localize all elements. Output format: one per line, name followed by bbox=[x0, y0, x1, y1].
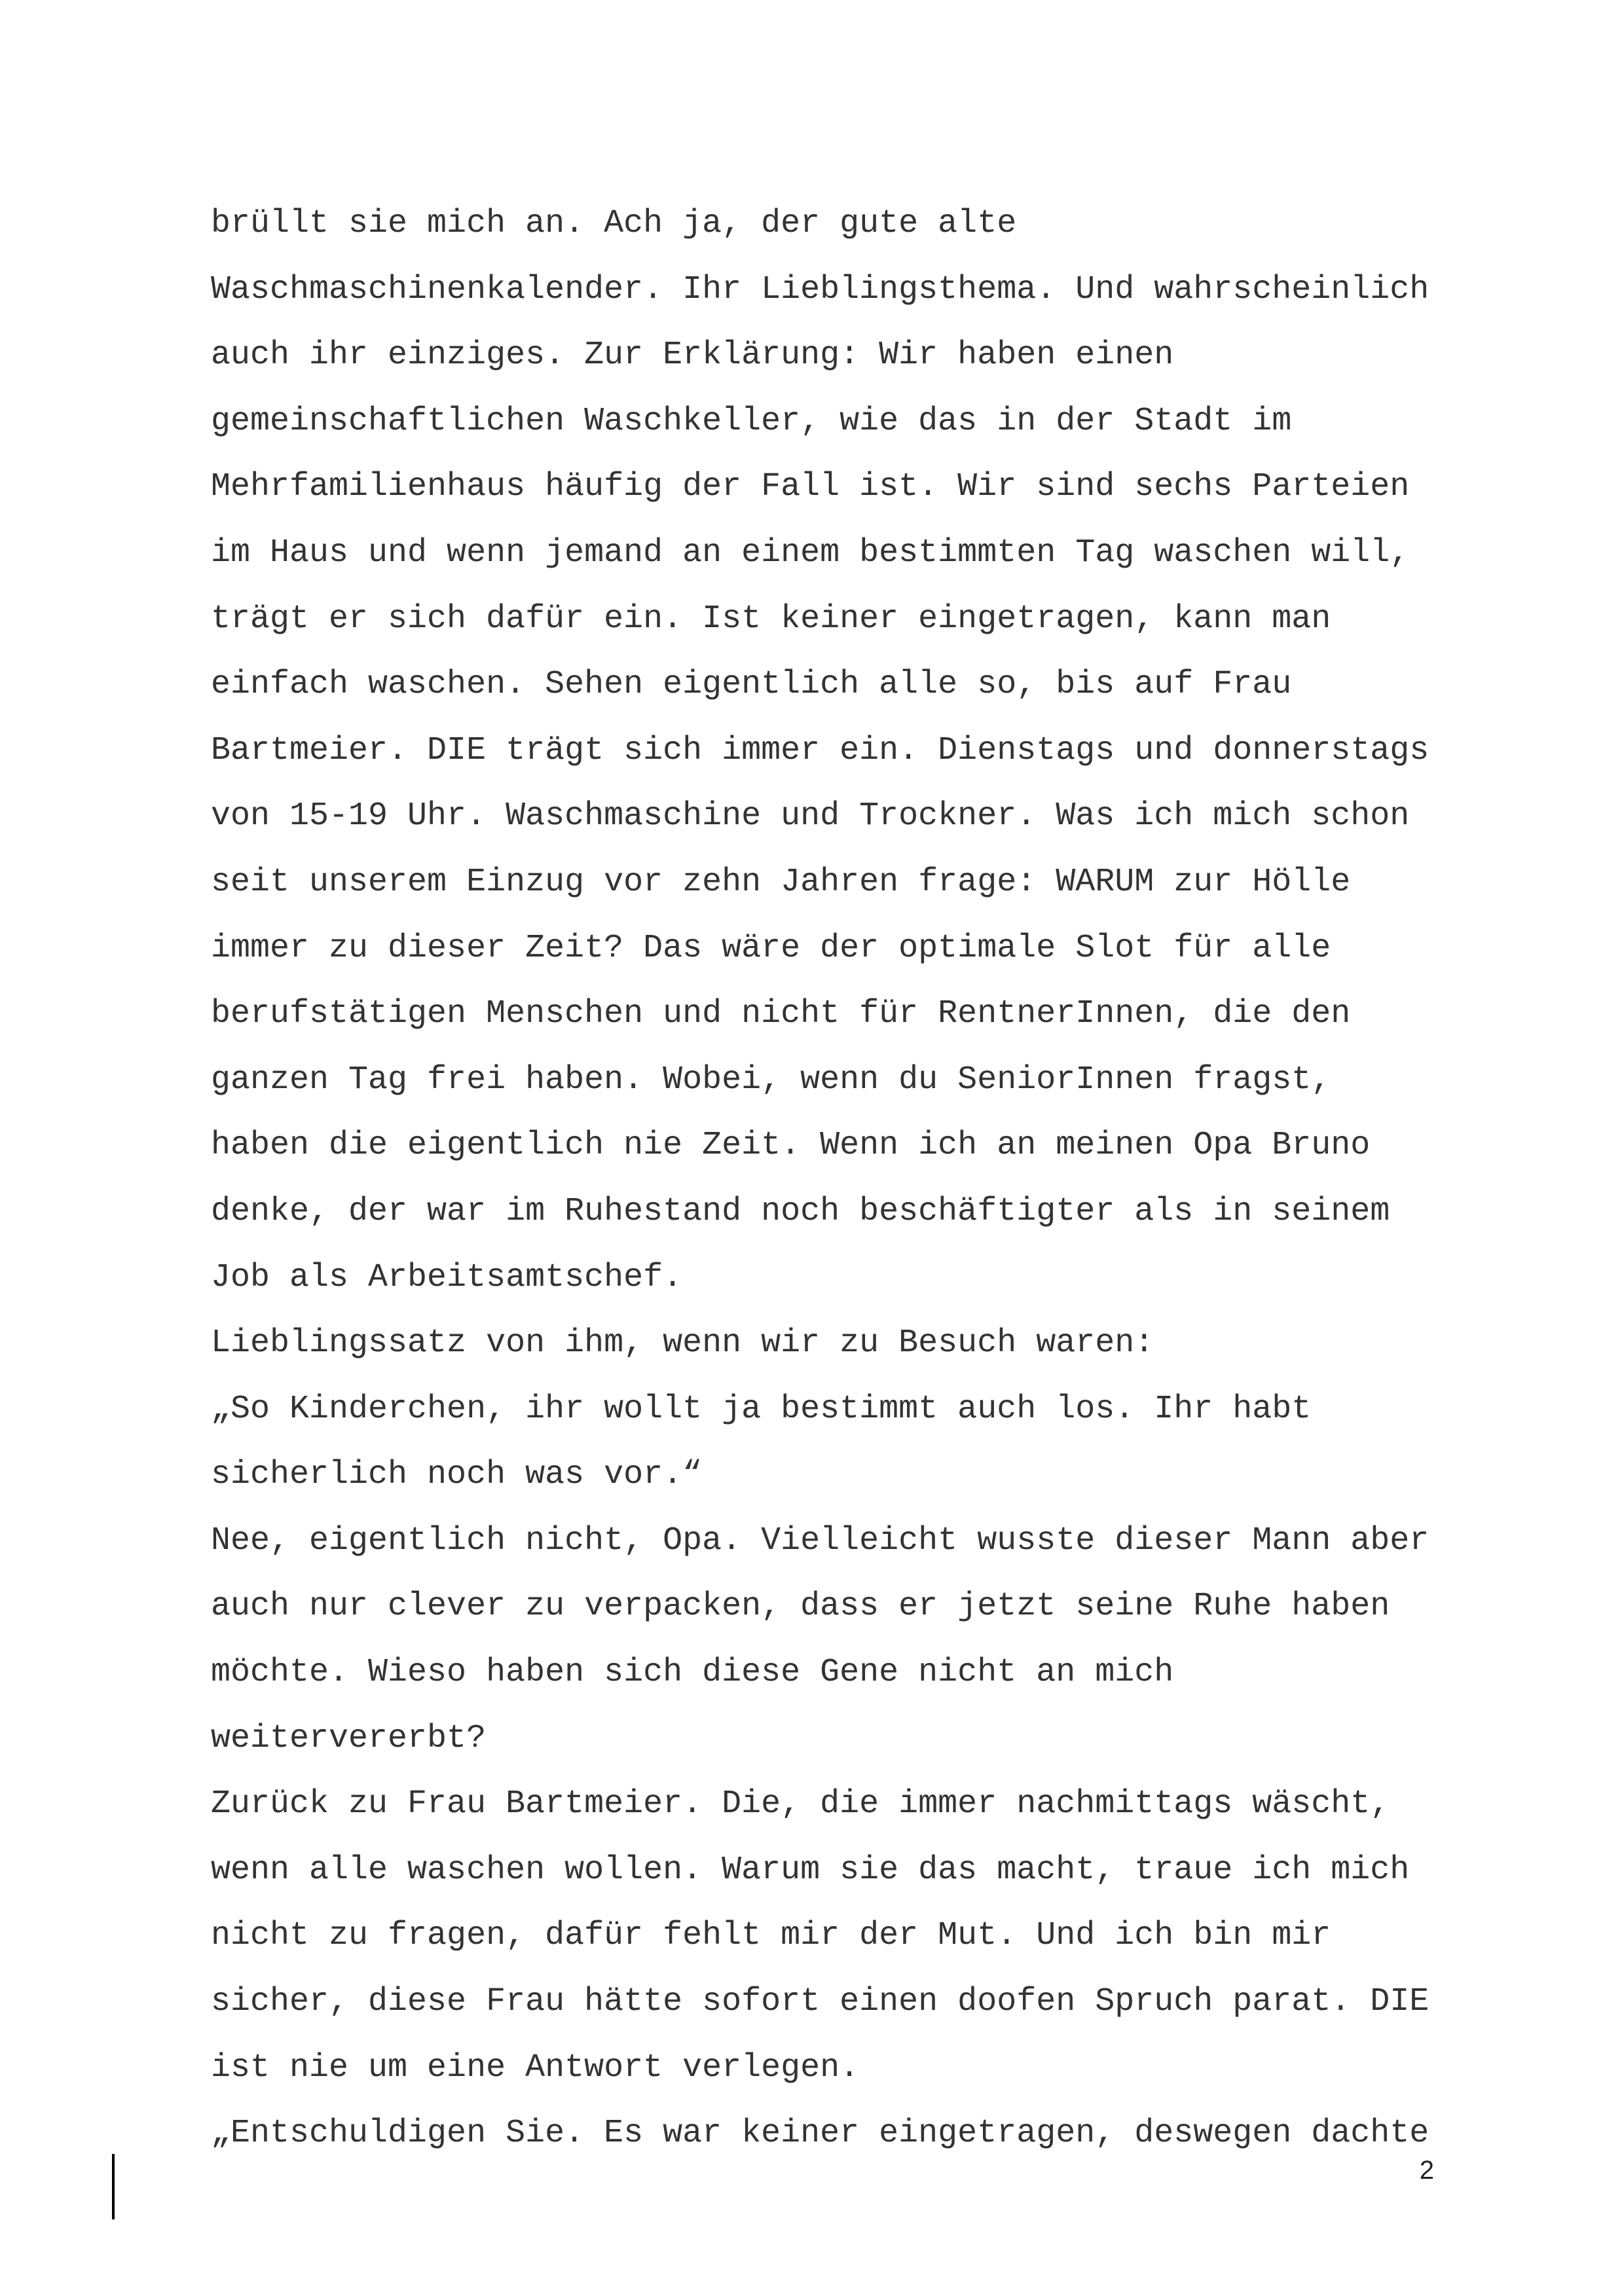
text-line: wenn alle waschen wollen. Warum sie das macht, traue ich mich bbox=[211, 1851, 1410, 1889]
text-line: nicht zu fragen, dafür fehlt mir der Mut. Und ich bin mir bbox=[211, 1917, 1331, 1955]
text-line: weitervererbt? bbox=[211, 1719, 487, 1757]
text-line: möchte. Wieso haben sich diese Gene nicht an mich bbox=[211, 1654, 1174, 1692]
text-line: sicher, diese Frau hätte sofort einen doofen Spruch parat. DIE bbox=[211, 1983, 1430, 2021]
text-line: „So Kinderchen, ihr wollt ja bestimmt auch los. Ihr habt bbox=[211, 1390, 1312, 1428]
text-line: auch ihr einziges. Zur Erklärung: Wir haben einen bbox=[211, 337, 1174, 374]
text-line: auch nur clever zu verpacken, dass er jetzt seine Ruhe haben bbox=[211, 1588, 1390, 1626]
text-line: denke, der war im Ruhestand noch beschäftigter als in seinem bbox=[211, 1192, 1390, 1230]
text-line: gemeinschaftlichen Waschkeller, wie das in der Stadt im bbox=[211, 402, 1292, 440]
text-line: einfach waschen. Sehen eigentlich alle so, bis auf Frau bbox=[211, 666, 1292, 704]
text-line: haben die eigentlich nie Zeit. Wenn ich an meinen Opa Bruno bbox=[211, 1127, 1371, 1165]
text-line: Waschmaschinenkalender. Ihr Lieblingsthema. Und wahrscheinlich bbox=[211, 270, 1430, 308]
text-line: Zurück zu Frau Bartmeier. Die, die immer nachmittags wäscht, bbox=[211, 1785, 1390, 1823]
page-number: 2 bbox=[1419, 2156, 1434, 2185]
text-line: seit unserem Einzug vor zehn Jahren frage: WARUM zur Hölle bbox=[211, 863, 1351, 901]
text-line: sicherlich noch was vor.“ bbox=[211, 1456, 703, 1494]
text-line: Nee, eigentlich nicht, Opa. Vielleicht wusste dieser Mann aber bbox=[211, 1522, 1430, 1559]
text-line: Bartmeier. DIE trägt sich immer ein. Dienstags und donnerstags bbox=[211, 731, 1430, 769]
text-line: ist nie um eine Antwort verlegen. bbox=[211, 2049, 860, 2086]
change-bar bbox=[112, 2154, 115, 2219]
text-line: von 15-19 Uhr. Waschmaschine und Trockner. Was ich mich schon bbox=[211, 797, 1410, 835]
text-line: berufstätigen Menschen und nicht für RentnerInnen, die den bbox=[211, 995, 1351, 1033]
text-line: Job als Arbeitsamtschef. bbox=[211, 1258, 683, 1296]
body-text bbox=[211, 191, 1455, 2167]
text-line: immer zu dieser Zeit? Das wäre der optimale Slot für alle bbox=[211, 929, 1331, 967]
text-line: Lieblingssatz von ihm, wenn wir zu Besuch waren: bbox=[211, 1324, 1154, 1362]
text-line: Mehrfamilienhaus häufig der Fall ist. Wir sind sechs Parteien bbox=[211, 468, 1410, 506]
text-line: „Entschuldigen Sie. Es war keiner eingetragen, deswegen dachte bbox=[211, 2115, 1430, 2153]
text-line: brüllt sie mich an. Ach ja, der gute alte bbox=[211, 205, 1017, 242]
text-line: ganzen Tag frei haben. Wobei, wenn du SeniorInnen fragst, bbox=[211, 1061, 1331, 1099]
text-line: trägt er sich dafür ein. Ist keiner eingetragen, kann man bbox=[211, 600, 1331, 638]
text-line: im Haus und wenn jemand an einem bestimmten Tag waschen will, bbox=[211, 534, 1410, 572]
